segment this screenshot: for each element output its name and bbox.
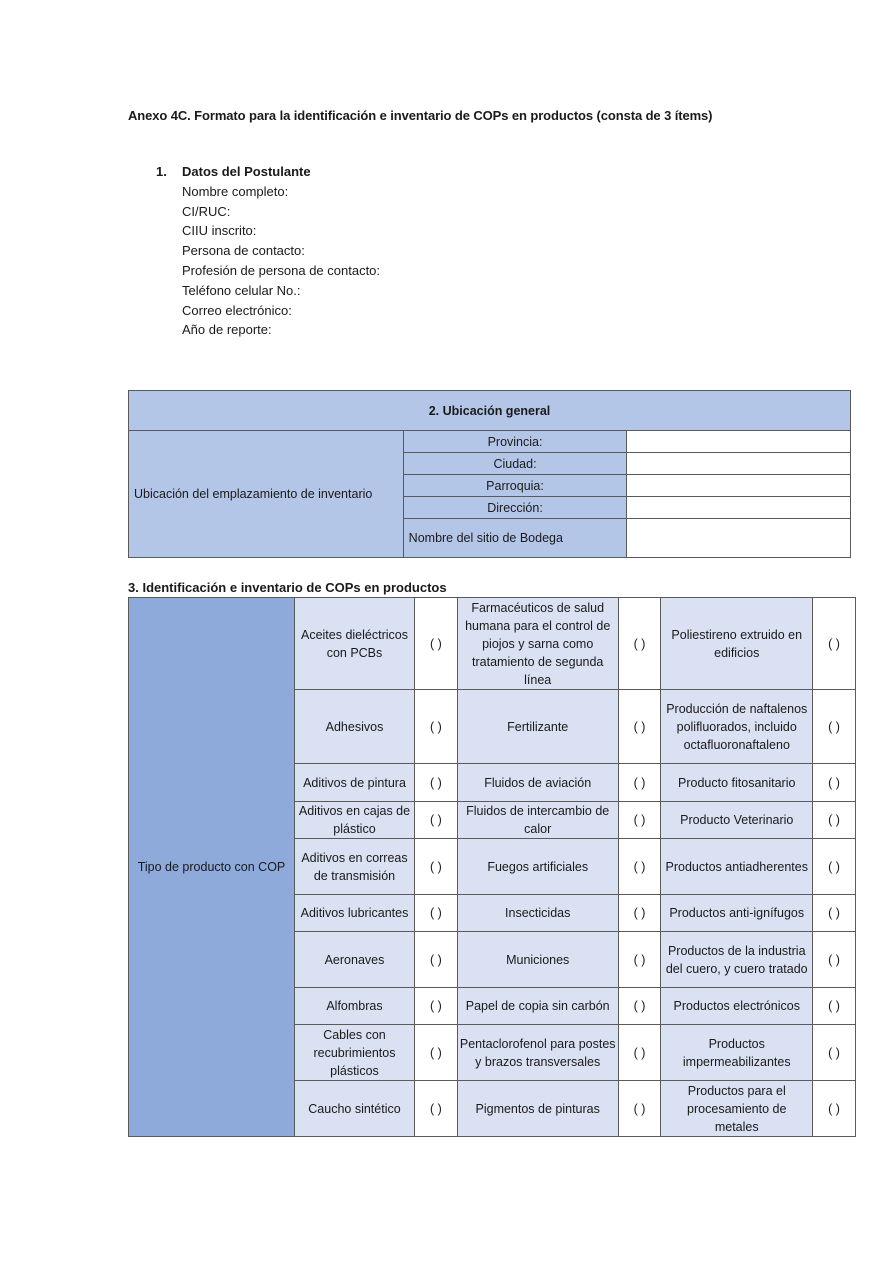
- product-checkbox[interactable]: ( ): [618, 988, 661, 1025]
- product-checkbox[interactable]: ( ): [813, 895, 856, 932]
- product-checkbox[interactable]: ( ): [414, 690, 457, 764]
- ciudad-input[interactable]: [627, 453, 851, 475]
- product-checkbox[interactable]: ( ): [813, 598, 856, 690]
- product-item: Productos impermeabilizantes: [661, 1025, 813, 1081]
- product-item: Poliestireno extruido en edificios: [661, 598, 813, 690]
- product-checkbox[interactable]: ( ): [414, 839, 457, 895]
- document-title: Anexo 4C. Formato para la identificación e inventario de COPs en productos (consta de 3 ítems): [128, 108, 713, 123]
- product-item: Producto Veterinario: [661, 802, 813, 839]
- product-checkbox[interactable]: ( ): [618, 802, 661, 839]
- product-item: Pigmentos de pinturas: [457, 1081, 618, 1137]
- direccion-label: Dirección:: [403, 497, 627, 519]
- product-item: Adhesivos: [295, 690, 415, 764]
- field-anio-reporte[interactable]: Año de reporte:: [182, 322, 272, 338]
- product-item: Insecticidas: [457, 895, 618, 932]
- product-item: Fertilizante: [457, 690, 618, 764]
- product-checkbox[interactable]: ( ): [618, 598, 661, 690]
- product-checkbox[interactable]: ( ): [813, 690, 856, 764]
- ciudad-label: Ciudad:: [403, 453, 627, 475]
- product-checkbox[interactable]: ( ): [618, 839, 661, 895]
- product-checkbox[interactable]: ( ): [813, 988, 856, 1025]
- parroquia-label: Parroquia:: [403, 475, 627, 497]
- product-item: Caucho sintético: [295, 1081, 415, 1137]
- product-item: Cables con recubrimientos plásticos: [295, 1025, 415, 1081]
- section-heading: Datos del Postulante: [182, 164, 311, 179]
- product-checkbox[interactable]: ( ): [414, 932, 457, 988]
- product-checkbox[interactable]: ( ): [618, 1025, 661, 1081]
- product-item: Aditivos en correas de transmisión: [295, 839, 415, 895]
- applicant-data-section: [156, 162, 380, 340]
- field-ciiu[interactable]: CIIU inscrito:: [182, 223, 257, 239]
- product-item: Fuegos artificiales: [457, 839, 618, 895]
- product-item: Farmacéuticos de salud humana para el control de piojos y sarna como tratamiento de segunda línea: [457, 598, 618, 690]
- location-table: [128, 390, 851, 558]
- field-telefono[interactable]: Teléfono celular No.:: [182, 282, 301, 298]
- product-checkbox[interactable]: ( ): [618, 1081, 661, 1137]
- product-item: Aditivos de pintura: [295, 764, 415, 802]
- product-checkbox[interactable]: ( ): [414, 1025, 457, 1081]
- product-checkbox[interactable]: ( ): [813, 802, 856, 839]
- bodega-label: Nombre del sitio de Bodega: [403, 519, 627, 558]
- field-ci-ruc[interactable]: CI/RUC:: [182, 203, 231, 219]
- product-item: Aeronaves: [295, 932, 415, 988]
- inventory-table: [128, 597, 856, 1137]
- section-number: 1.: [156, 164, 167, 179]
- product-checkbox[interactable]: ( ): [618, 895, 661, 932]
- product-checkbox[interactable]: ( ): [618, 932, 661, 988]
- bodega-input[interactable]: [627, 519, 851, 558]
- product-item: Municiones: [457, 932, 618, 988]
- product-checkbox[interactable]: ( ): [414, 598, 457, 690]
- product-checkbox[interactable]: ( ): [618, 764, 661, 802]
- field-nombre-completo[interactable]: Nombre completo:: [182, 183, 289, 199]
- product-item: Productos antiadherentes: [661, 839, 813, 895]
- product-checkbox[interactable]: ( ): [414, 988, 457, 1025]
- location-table-heading: 2. Ubicación general: [129, 391, 851, 431]
- field-correo[interactable]: Correo electrónico:: [182, 302, 292, 318]
- provincia-input[interactable]: [627, 431, 851, 453]
- product-checkbox[interactable]: ( ): [813, 932, 856, 988]
- product-checkbox[interactable]: ( ): [813, 1081, 856, 1137]
- product-item: Aceites dieléctricos con PCBs: [295, 598, 415, 690]
- provincia-label: Provincia:: [403, 431, 627, 453]
- product-item: Aditivos en cajas de plástico: [295, 802, 415, 839]
- product-item: Alfombras: [295, 988, 415, 1025]
- product-checkbox[interactable]: ( ): [618, 690, 661, 764]
- product-type-label: Tipo de producto con COP: [129, 598, 295, 1137]
- inventory-heading: 3. Identificación e inventario de COPs en productos: [128, 580, 447, 595]
- product-checkbox[interactable]: ( ): [813, 839, 856, 895]
- product-item: Productos electrónicos: [661, 988, 813, 1025]
- product-checkbox[interactable]: ( ): [414, 895, 457, 932]
- product-item: Fluidos de intercambio de calor: [457, 802, 618, 839]
- product-checkbox[interactable]: ( ): [414, 802, 457, 839]
- direccion-input[interactable]: [627, 497, 851, 519]
- product-checkbox[interactable]: ( ): [414, 1081, 457, 1137]
- field-profesion-contacto[interactable]: Profesión de persona de contacto:: [182, 262, 381, 278]
- product-checkbox[interactable]: ( ): [813, 1025, 856, 1081]
- product-item: Producto fitosanitario: [661, 764, 813, 802]
- product-item: Pentaclorofenol para postes y brazos transversales: [457, 1025, 618, 1081]
- parroquia-input[interactable]: [627, 475, 851, 497]
- product-item: Productos de la industria del cuero, y cuero tratado: [661, 932, 813, 988]
- product-item: Productos anti-ignífugos: [661, 895, 813, 932]
- product-item: Aditivos lubricantes: [295, 895, 415, 932]
- product-checkbox[interactable]: ( ): [414, 764, 457, 802]
- location-group-label: Ubicación del emplazamiento de inventario: [129, 431, 404, 558]
- product-item: Producción de naftalenos polifluorados, incluido octafluoronaftaleno: [661, 690, 813, 764]
- field-persona-contacto[interactable]: Persona de contacto:: [182, 243, 305, 259]
- product-item: Fluidos de aviación: [457, 764, 618, 802]
- product-item: Papel de copia sin carbón: [457, 988, 618, 1025]
- product-checkbox[interactable]: ( ): [813, 764, 856, 802]
- product-item: Productos para el procesamiento de metales: [661, 1081, 813, 1137]
